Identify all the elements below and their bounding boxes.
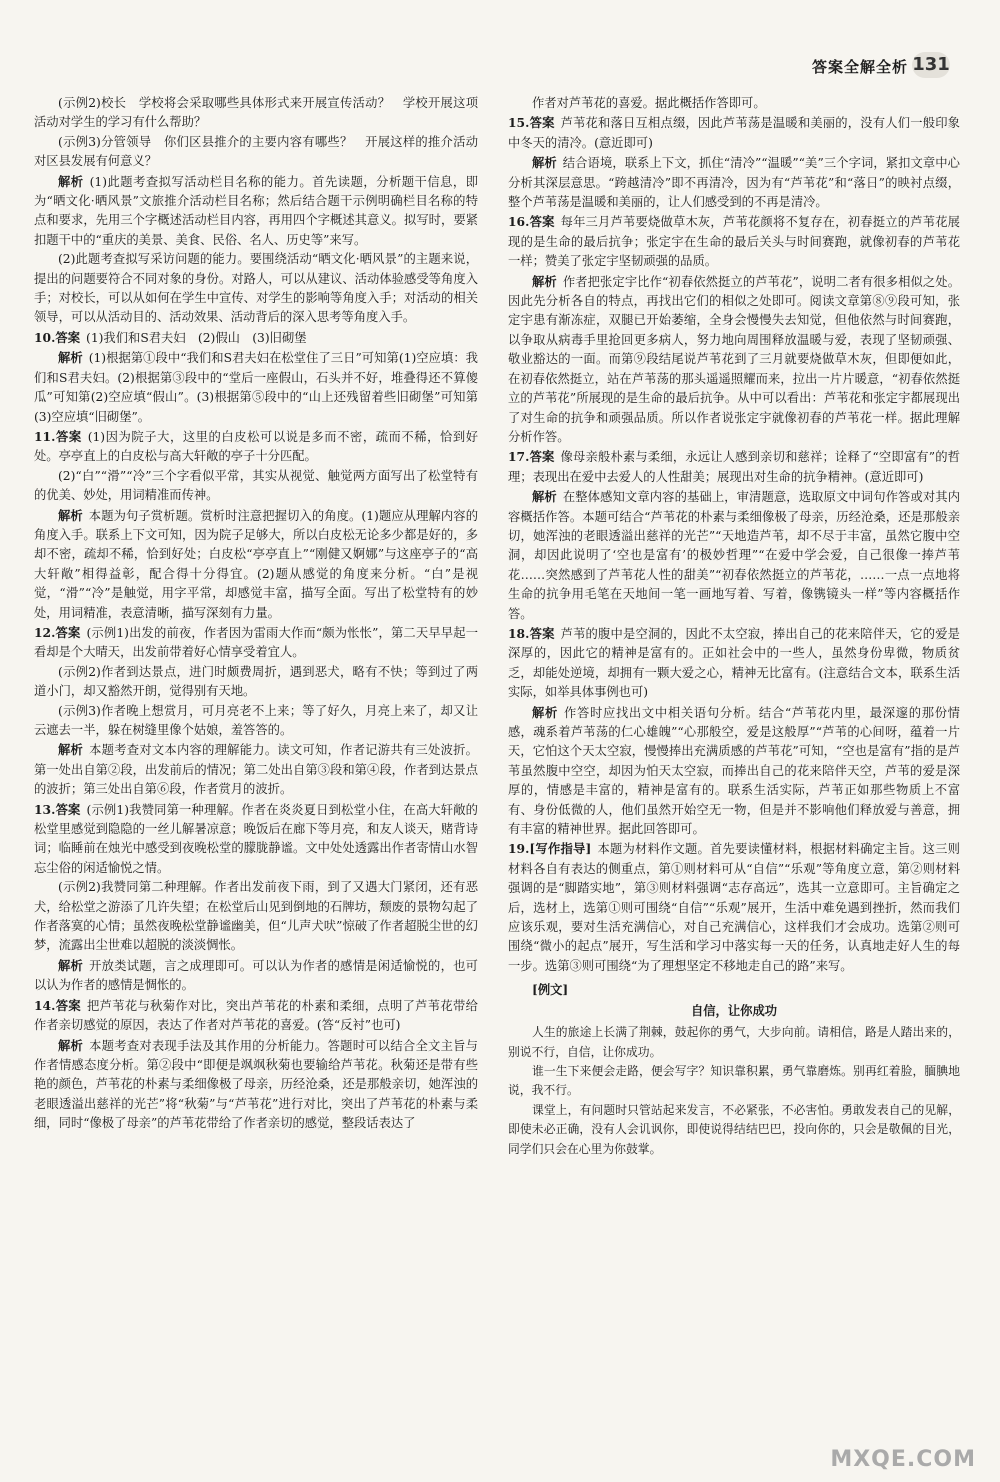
analysis-paragraph (34, 348, 478, 427)
question-number: 19. (508, 841, 530, 857)
question-number: 18. (508, 625, 530, 641)
item-label: 答案 (55, 801, 81, 817)
analysis-paragraph (34, 250, 478, 328)
analysis-paragraph (508, 703, 960, 840)
item-text: 把芦苇花与秋菊作对比，突出芦苇花的朴素和柔细，点明了芦苇花带给作者亲切感觉的原因，表达了作者对芦苇花的喜爱。(答“反衬”也可) (34, 998, 478, 1033)
question-number: 16. (508, 214, 530, 230)
item-text: (示例1)我赞同第一种理解。作者在炎炎夏日到松堂小住，在高大轩敞的松堂里感觉到隐隐的一丝儿解暑凉意；晚饭后在廊下等月亮，和友人谈天，赌背诗词；临睡前在烛光中感受到夜晚松堂的朦胧静谧。文中处处透露出作者寄情山水智忘尘俗的闲适愉悦之情。 (34, 802, 478, 875)
item-text: (2)“白”“滑”“冷”三个字看似平常，其实从视觉、触觉两方面写出了松堂特有的优美、妙处，用词精准而传神。 (34, 468, 478, 503)
item-text: (示例3)作者晚上想赏月，可月亮老不上来；等了好久，月亮上来了，却又让云遮去一半，躲在树缝里像个姑娘，羞答答的。 (34, 703, 478, 737)
question-number: 10. (34, 329, 56, 345)
item-text: (1)此题考查拟写活动栏目名称的能力。首先读题，分析题干信息，即为“晒文化·晒风景”文旅推介活动栏目名称；然后结合题干示例明确栏目名称的特点和要求，先用三个字概述活动栏目内容，再用四个字概述其意义。拟写时，要紧扣题干中的“重庆的美景、美食、民俗、名人、历史等”来写。 (34, 174, 478, 247)
answer-item (508, 839, 960, 976)
item-text: 作者把张定宇比作“初春依然挺立的芦苇花”，说明二者有很多相似之处。因此先分析各自的特点，再找出它们的相似之处即可。阅读文章第⑧⑨段可知，张定宇患有渐冻症，双腿已开始萎缩，全身会慢慢失去知觉，但他依然与时间赛跑，以争取从病毒手里抢回更多病人，努力地向周围释放温暖与爱，表现了坚韧顽强、敬业豁达的一面。而第⑨段结尾说芦苇花到了三月就要烧做草木灰，但即便如此，在初春依然挺立，站在芦苇荡的那头遥遥照耀而来，拉出一片片暖意，“初春依然挺立的芦苇花”所展现的是生命的最后抗争。从中可以看出：芦苇花和张定宇都展现出了对生命的抗争和顽强品质。所以作者说张定宇就像初春的芦苇花一样。据此理解分析作答。 (508, 274, 960, 444)
question-number: 13. (34, 801, 56, 817)
analysis-paragraph (34, 878, 478, 956)
item-label: 解析 (532, 704, 558, 720)
item-text: (示例1)出发的前夜，作者因为雷雨大作而“颇为怅怅”，第二天早早起一看却是个大晴天，出发前带着好心情享受着宜人。 (34, 625, 478, 660)
analysis-paragraph (34, 94, 478, 133)
essay-paragraph: 人生的旅途上长满了荆棘，鼓起你的勇气，大步向前。请相信，路是人踏出来的，别说不行，自信，让你成功。 (508, 1025, 960, 1059)
item-text: 本题为句子赏析题。赏析时注意把握切入的角度。(1)题应从理解内容的角度入手。联系上下文可知，因为院子足够大，所以白皮松无论多少都是好的，多却不密，疏却不稀，恰到好处；白皮松“亭亭直上”“刚健又婀娜”与这座亭子的“高大轩敞”相得益彰，配合得十分得宜。(2)题从感觉的角度来分析。“白”是视觉，“滑”“冷”是触觉，用字平常，却感觉丰富，描写全面。写出了松堂特有的妙处，用词精准，表意清晰，描写深刻有力量。 (34, 508, 478, 620)
item-label: 解析 (58, 742, 84, 758)
analysis-paragraph (34, 172, 478, 251)
item-label: 解析 (58, 350, 83, 366)
item-label: 答案 (529, 115, 555, 131)
analysis-paragraph (34, 467, 478, 506)
answer-item (34, 328, 478, 348)
item-text: 作者对芦苇花的喜爱。据此概括作答即可。 (532, 96, 766, 110)
item-label: 答案 (55, 428, 82, 444)
answer-item (34, 996, 478, 1036)
item-label: 解析 (532, 155, 557, 171)
header-title: 答案全解全析 (811, 58, 908, 76)
answer-item (508, 113, 960, 153)
question-number: 17. (508, 449, 530, 465)
analysis-paragraph (34, 956, 478, 996)
item-text: 在整体感知文章内容的基础上，审清题意，选取原文中词句作答或对其内容概括作答。本题可结合“芦苇花的朴素与柔细像极了母亲，历经沧桑，还是那般亲切，她浑浊的老眼透溢出慈祥的光芒”“天地造芦苇，却不尽于丰富，虽然它腹中空洞，却因此说明了‘空也是富有’的极妙哲理”“在爱中学会爱，自己很像一捧芦苇花……突然感到了芦苇花人性的甜美”“初春依然挺立的芦苇花，……一点一点地将生命的抗争用毛笔在天地间一笔一画地写着、写着，像镌镜头一样”等内容概括作答。 (508, 490, 960, 621)
item-text: 本题考查对文本内容的理解能力。读文可知，作者记游共有三处波折。第一处出自第②段，出发前后的情况；第二处出自第③段和第④段，作者到达景点的波折；第三处出自第⑥段，作者赏月的波折。 (34, 743, 478, 797)
item-label: 答案 (529, 449, 555, 465)
question-number: 15. (508, 115, 530, 131)
item-label: 答案 (55, 624, 81, 640)
item-text: (示例3)分管领导 你们区县推介的主要内容有哪些？ 开展这样的推介活动对区县发展有何意义？ (34, 134, 478, 169)
left-column (34, 94, 478, 1134)
analysis-paragraph (34, 702, 478, 741)
right-column (508, 94, 960, 1159)
item-text: (示例2)校长 学校将会采取哪些具体形式来开展宣传活动？ 学校开展这项活动对学生的学习有什么帮助？ (34, 96, 478, 130)
watermark: MXQE.COM (830, 1447, 976, 1472)
item-text: (1)根据第①段中“我们和S君夫妇在松堂住了三日”可知第(1)空应填：我们和S君夫妇。(2)根据第③段中的“堂后一座假山，石头并不好，堆叠得还不算傻瓜”可知第(2)空应填“假山”。(3)根据第⑤段中的“山上还残留着些旧砌堡”可知第(3)空应填“旧砌堡”。 (34, 351, 478, 424)
answer-item (34, 800, 478, 879)
example-essay (508, 980, 960, 1159)
item-text: 每年三月芦苇要烧做草木灰，芦苇花颜将不复存在，初春挺立的芦苇花展现的是生命的最后抗争；张定宇在生命的最后关头与时间赛跑，就像初春的芦苇花一样；赞美了张定宇坚韧顽强的品质。 (508, 215, 960, 269)
analysis-paragraph (34, 740, 478, 799)
item-label: 答案 (55, 329, 81, 345)
answer-item (508, 447, 960, 487)
essay-title: 自信，让你成功 (690, 1003, 778, 1018)
item-text: (1)因为院子大，这里的白皮松可以说是多而不密，疏而不稀，恰到好处。亭亭直上的白皮松与高大轩敞的亭子十分匹配。 (34, 429, 478, 464)
item-text: 像母亲般朴素与柔细，永远让人感到亲切和慈祥；诠释了“空即富有”的哲理；表现出在爱中去爱人的人性甜美；展现出对生命的抗争精神。(意近即可) (508, 450, 960, 484)
item-text: 开放类试题，言之成理即可。可以认为作者的感情是闲适愉悦的，也可以认为作者的感情是惆怅的。 (34, 958, 478, 993)
item-text: 芦苇花和落日互相点缀，因此芦苇荡是温暖和美丽的，没有人们一般印象中冬天的清冷。(意近即可) (508, 116, 960, 150)
item-text: (示例2)我赞同第二种理解。作者出发前夜下雨，到了又遇大门紧闭，还有恶犬，给松堂之游添了几许失望；在松堂后山见到倒地的石牌坊，颓废的景物勾起了作者落寞的心情；虽然夜晚松堂静谧幽美，但“儿声犬吠”惊破了作者超脱尘世的幻梦，流露出尘世难以超脱的淡淡惆怅。 (34, 880, 478, 953)
analysis-paragraph (34, 663, 478, 702)
item-label: 解析 (58, 507, 83, 523)
essay-paragraph: 课堂上，有问题时只管站起来发言，不必紧张，不必害怕。勇敢发表自己的见解，即使未必正确，没有人会讥讽你，即使说得结结巴巴，投向你的，只会是敬佩的目光，同学们只会在心里为你鼓掌。 (508, 1102, 960, 1156)
analysis-paragraph (508, 153, 960, 212)
example-tag: [例文] (532, 982, 569, 998)
answer-item (508, 624, 960, 703)
page-number: 131 (912, 52, 950, 78)
analysis-paragraph (34, 1036, 478, 1134)
answer-item (508, 212, 960, 271)
item-label: 解析 (532, 489, 557, 505)
question-number: 14. (34, 997, 56, 1013)
analysis-paragraph (34, 506, 478, 623)
essay-paragraph: 谁一生下来便会走路，便会写字？知识靠积累，勇气靠磨炼。别再红着脸，腼腆地说，我不行。 (508, 1063, 960, 1098)
analysis-paragraph (34, 133, 478, 172)
item-label: 答案 (529, 625, 555, 641)
item-text: (示例2)作者到达景点，进门时颇费周折，遇到恶犬，略有不快；等到过了两道小门，却又豁然开朗，觉得别有天地。 (34, 664, 478, 699)
item-label: 解析 (58, 957, 84, 973)
question-number: 12. (34, 624, 56, 640)
item-text: 作答时应找出文中相关语句分析。结合“芦苇花内里，最深邃的那份情感，魂系着芦苇荡的仁心雄魄”“心那般空，爱是这般厚”“芦苇的心间呀，蕴着一片天，它怕这个天太空寂，慢慢捧出充满质感的芦苇花”可知，“空也是富有”指的是芦苇虽然腹中空空，却因为怕天太空寂，而捧出自己的花来陪伴天空，芦苇的爱是深厚的，情感是丰富的，精神是富有的。联系生活实际，芦苇正如那些物质上不富有、身份低微的人，他们虽然开始空无一物，但是并不影响他们释放爱与善意，拥有丰富的精神世界。据此回答即可。 (508, 705, 960, 837)
item-label: 答案 (55, 997, 81, 1013)
item-text: 本题为材料作文题。首先要读懂材料，根据材料确定主旨。这三则材料各自有表达的侧重点，第①则材料可从“自信”“乐观”等角度立意，第②则材料强调的是“脚踏实地”，第③则材料强调“志存高远”，选其一立意即可。主旨确定之后，选材上，选第①则可围绕“自信”“乐观”展开，生活中难免遇到挫折，然而我们应该乐观，要对生活充满信心，对自己充满信心，这样我们才会成功。选第②则可围绕“微小的起点”展开，写生活和学习中落实每一天的任务，认真地走好人生的每一步。选第③则可围绕“为了理想坚定不移地走自己的路”来写。 (508, 842, 960, 973)
item-label: 解析 (532, 273, 557, 289)
analysis-paragraph (508, 487, 960, 624)
item-text: (1)我们和S君夫妇 (2)假山 (3)旧砌堡 (86, 330, 307, 345)
item-text: (2)此题考查拟写采访问题的能力。要围绕活动“晒文化·晒风景”的主题来说，提出的问题要符合不同对象的身份。对路人，可以从建议、活动体验感受等角度入手；对校长，可以从如何在学生中宣传、对学生的影响等角度入手；对活动的相关领导，可以从活动目的、活动效果、活动背后的深入思考等角度入手。 (34, 252, 478, 325)
item-text: 本题考查对表现手法及其作用的分析能力。答题时可以结合全文主旨与作者情感态度分析。第②段中“即便是飒飒秋菊也要输给芦苇花。秋菊还是带有些艳的颜色，芦苇花的朴素与柔细像极了母亲，历经沧桑，还是那般亲切，她浑浊的老眼透溢出慈祥的光芒”将“秋菊”与“芦苇花”进行对比，突出了芦苇花的朴素与柔细，同时“像极了母亲”的芦苇花带给了作者亲切的感觉，整段话表达了 (34, 1038, 478, 1131)
analysis-paragraph (508, 272, 960, 448)
answer-item (34, 623, 478, 663)
item-label: 答案 (529, 214, 555, 230)
item-label: 解析 (58, 173, 84, 189)
item-text: 结合语境，联系上下文，抓住“清冷”“温暖”“美”三个字词，紧扣文章中心分析其深层意思。“跨越清冷”即不再清冷，因为有“芦苇花”和“落日”的映衬点缀，整个芦苇荡是温暖和美丽的，让人们感受到的不再是清冷。 (508, 156, 960, 210)
page-header (0, 0, 1000, 76)
answer-item (34, 427, 478, 467)
analysis-paragraph (508, 94, 960, 113)
question-number: 11. (34, 428, 56, 444)
item-label: 解析 (58, 1037, 84, 1053)
item-label: [写作指导] (529, 841, 592, 857)
item-text: 芦苇的腹中是空洞的，因此不太空寂，捧出自己的花来陪伴天，它的爱是深厚的，因此它的精神是富有的。正如社会中的一些人，虽然身份卑微，物质贫乏，却能处逆境，却拥有一颗大爱之心，精神无比富有。(注意结合文本，联系生活实际，如举具体事例也可) (508, 626, 960, 700)
